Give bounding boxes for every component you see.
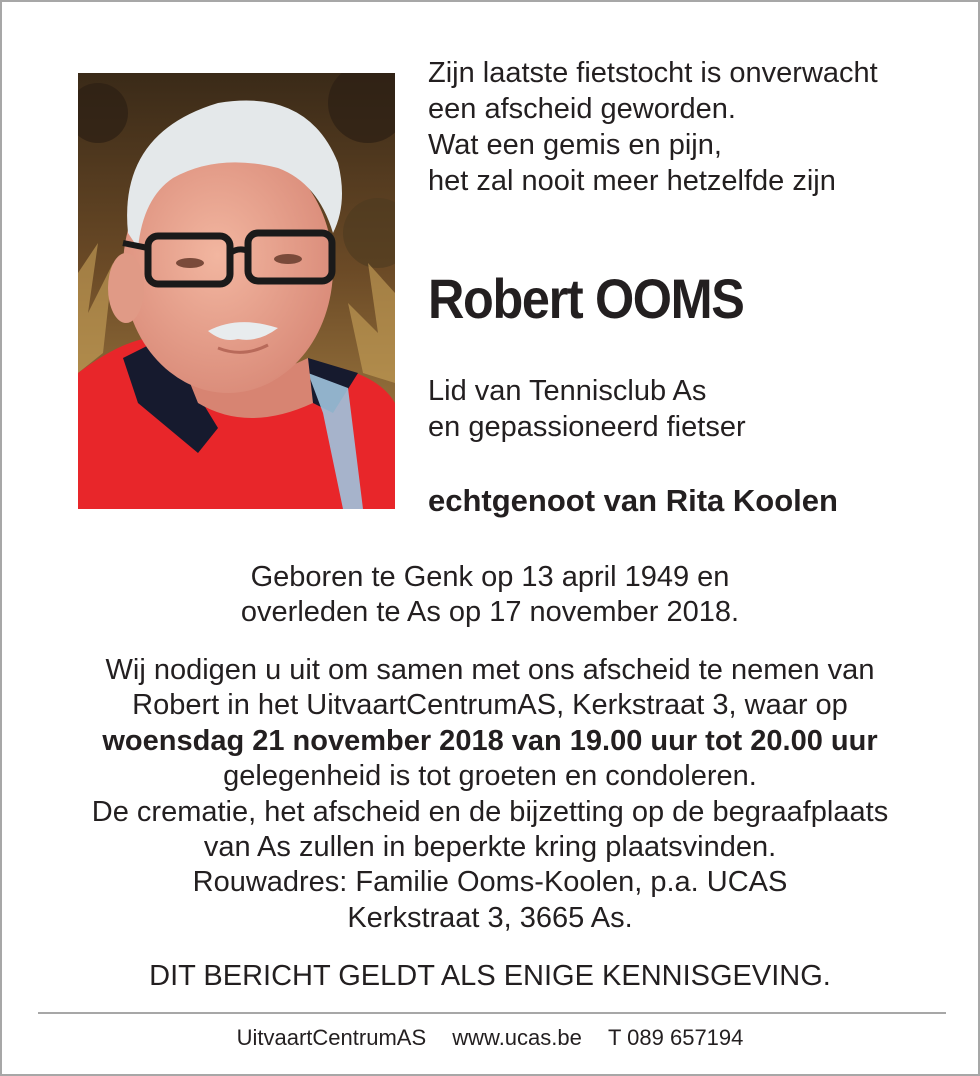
invitation-text — [22, 653, 958, 936]
role-line: en gepassioneerd fietser — [428, 411, 746, 443]
birth-line: Geboren te Genk op 13 april 1949 en — [250, 561, 730, 593]
footer-website[interactable]: www.ucas.be — [452, 1025, 582, 1050]
footer-phone: T 089 657194 — [608, 1025, 744, 1050]
footer — [2, 1024, 978, 1052]
poem-line: een afscheid geworden. — [428, 93, 736, 125]
death-line: overleden te As op 17 november 2018. — [240, 596, 740, 629]
invitation-line: Robert in het UitvaartCentrumAS, Kerkstraat 3, waar op — [132, 689, 848, 722]
viewing-date-time: woensdag 21 november 2018 van 19.00 uur tot 20.00 uur — [102, 724, 878, 757]
poem-line: het zal nooit meer hetzelfde zijn — [428, 165, 836, 197]
poem-line: Zijn laatste fietstocht is onverwacht — [428, 57, 878, 89]
footer-company: UitvaartCentrumAS — [236, 1025, 427, 1050]
invitation-line: van As zullen in beperkte kring plaatsvinden. — [203, 831, 777, 864]
spouse-line: echtgenoot van Rita Koolen — [428, 483, 838, 518]
footer-divider — [38, 1012, 946, 1014]
role-line: Lid van Tennisclub As — [428, 375, 707, 407]
birth-death-info — [22, 560, 958, 631]
poem-line: Wat een gemis en pijn, — [428, 129, 722, 161]
mourning-address: Rouwadres: Familie Ooms-Koolen, p.a. UCAS — [192, 866, 788, 899]
invitation-line: Wij nodigen u uit om samen met ons afscheid te nemen van — [105, 654, 875, 686]
memorial-poem — [428, 55, 958, 199]
sole-notice-statement: DIT BERICHT GELDT ALS ENIGE KENNISGEVING. — [149, 960, 831, 992]
mourning-address-street: Kerkstraat 3, 3665 As. — [347, 901, 633, 934]
invitation-line: De crematie, het afscheid en de bijzetting op de begraafplaats — [91, 795, 889, 828]
invitation-line: gelegenheid is tot groeten en condoleren. — [223, 760, 757, 793]
portrait-photo — [78, 73, 395, 509]
deceased-name: Robert OOMS — [428, 267, 744, 330]
deceased-roles — [428, 373, 958, 445]
